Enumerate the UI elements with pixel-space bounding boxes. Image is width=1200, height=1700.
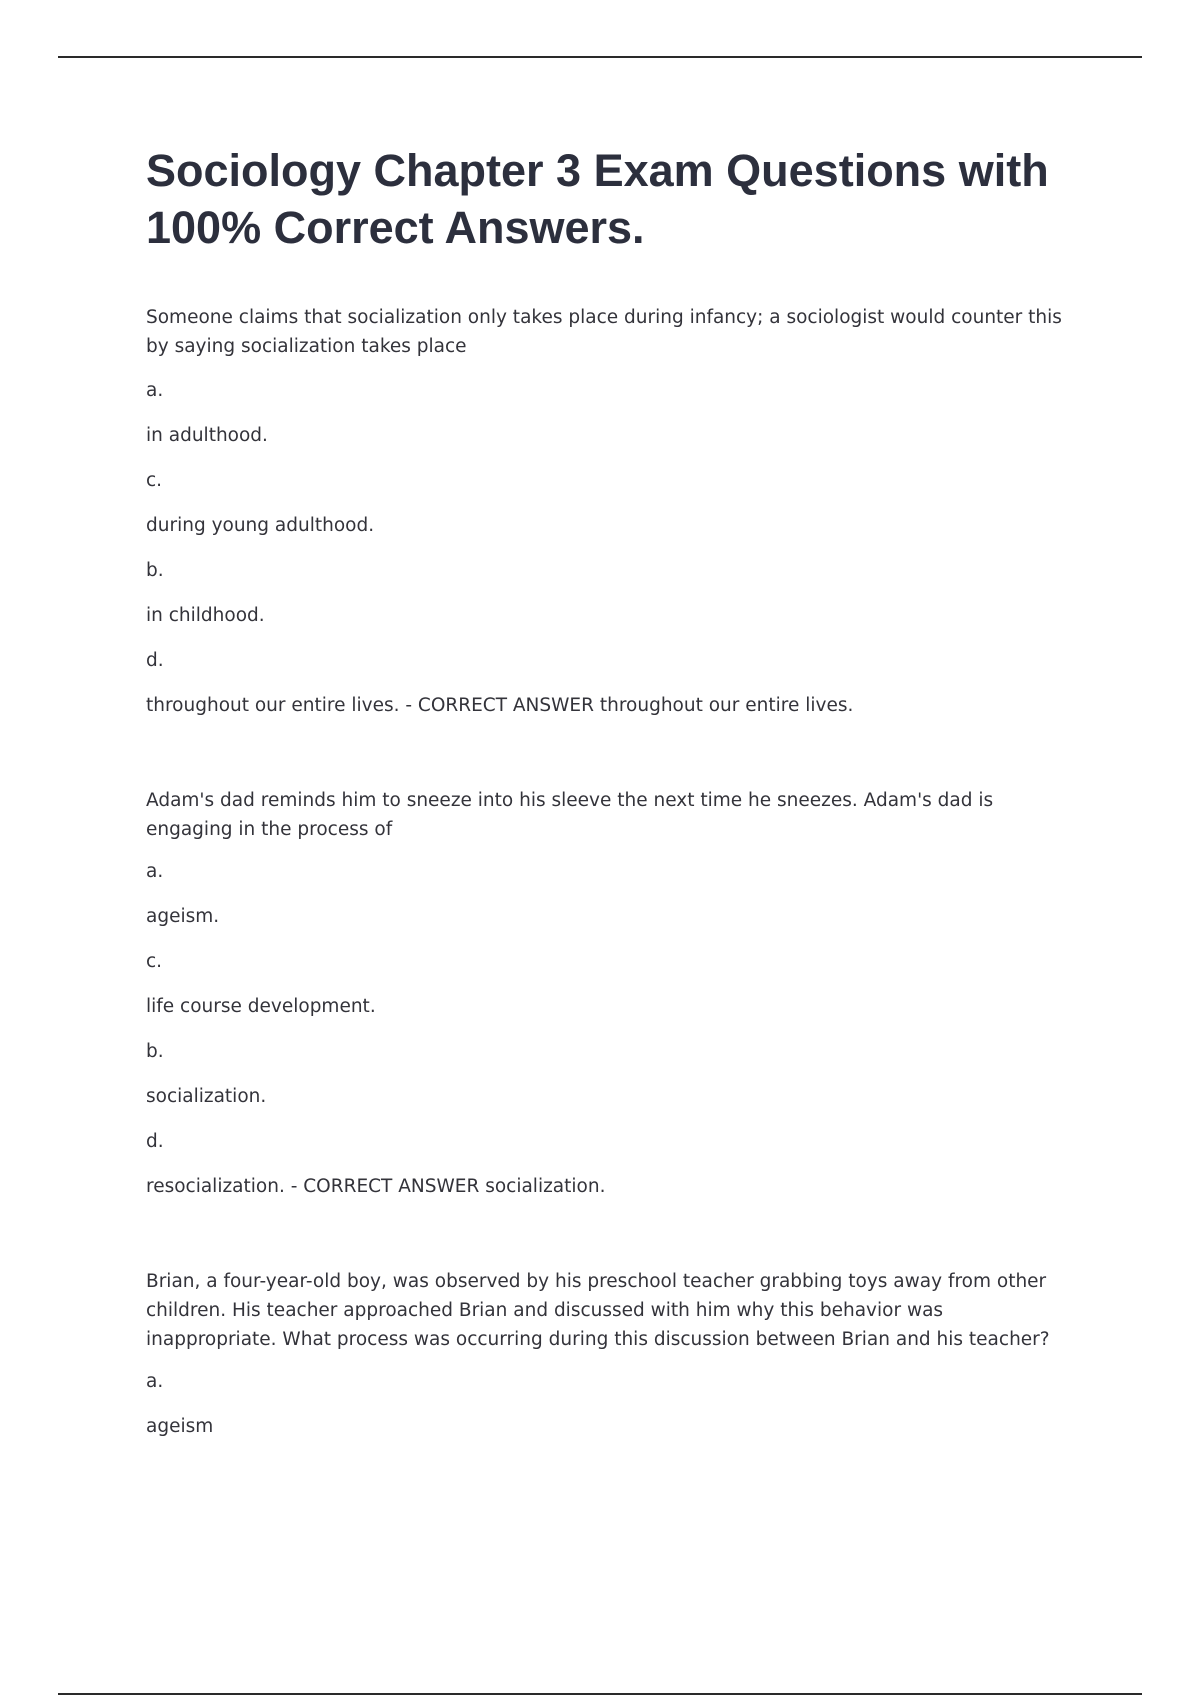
question-1-option-text-a: in adulthood. <box>146 425 268 446</box>
question-list <box>146 303 1076 1459</box>
page-title: Sociology Chapter 3 Exam Questions with 100% Correct Answers. <box>146 145 1049 253</box>
question-1-option-text-b: in childhood. <box>146 605 265 626</box>
question-2-option-label-a: a. <box>146 861 164 882</box>
question-2-option-text-c: life course development. <box>146 996 376 1017</box>
question-1-stem: Someone claims that socialization only takes place during infancy; a sociologist would counter this by saying socialization takes place <box>146 307 1062 357</box>
question-3-stem: Brian, a four-year-old boy, was observed by his preschool teacher grabbing toys away from other children. His teacher approached Brian and discussed with him why this behavior was inappropriate. What process was occurring during this discussion between Brian and his teacher? <box>146 1271 1050 1350</box>
question-2-option-label-b: b. <box>146 1041 164 1062</box>
question-2-stem: Adam's dad reminds him to sneeze into his sleeve the next time he sneezes. Adam's dad is engaging in the process of <box>146 790 994 840</box>
question-2-answer-line: resocialization. - CORRECT ANSWER socialization. <box>146 1176 606 1197</box>
question-3-option-label-a: a. <box>146 1371 164 1392</box>
footer-rule <box>58 1693 1142 1695</box>
question-3 <box>146 1267 1076 1440</box>
question-2-option-text-b: socialization. <box>146 1086 267 1107</box>
question-3-option-text-a: ageism <box>146 1416 214 1437</box>
header-rule <box>58 56 1142 58</box>
question-1-option-label-b: b. <box>146 560 164 581</box>
question-2 <box>146 786 1076 1200</box>
question-1-option-label-a: a. <box>146 380 164 401</box>
question-1-answer-line: throughout our entire lives. - CORRECT ANSWER throughout our entire lives. <box>146 695 854 716</box>
question-1-option-label-d: d. <box>146 650 164 671</box>
question-1-option-text-c: during young adulthood. <box>146 515 375 536</box>
question-2-option-text-a: ageism. <box>146 906 220 927</box>
question-2-option-label-c: c. <box>146 951 163 972</box>
question-2-option-label-d: d. <box>146 1131 164 1152</box>
question-1 <box>146 303 1076 719</box>
question-1-option-label-c: c. <box>146 470 163 491</box>
